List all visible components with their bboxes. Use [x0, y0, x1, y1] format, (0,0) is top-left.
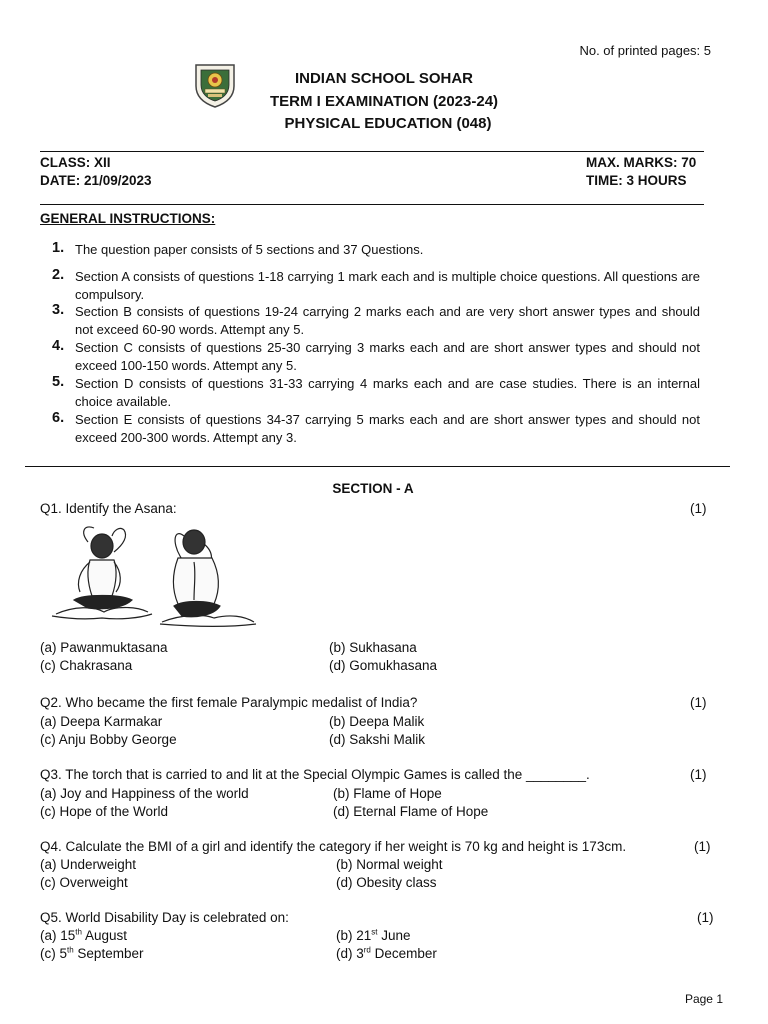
- section-a-heading: SECTION - A: [332, 481, 414, 496]
- instruction-item: [40, 303, 700, 339]
- question-2-option-a: (a) Deepa Karmakar: [40, 714, 163, 729]
- question-5-marks: (1): [697, 910, 714, 925]
- question-3-option-a: (a) Joy and Happiness of the world: [40, 786, 249, 801]
- instruction-item: [40, 411, 700, 447]
- question-4-marks: (1): [694, 839, 711, 854]
- instruction-text: Section B consists of questions 19-24 carrying 2 marks each and are very short answer types and should not exceed 60-90 words. Attempt any 5.: [75, 304, 700, 337]
- question-3-text: Q3. The torch that is carried to and lit at the Special Olympic Games is called the ________.: [40, 767, 590, 782]
- time-label: TIME: 3 HOURS: [586, 173, 687, 188]
- max-marks-label: MAX. MARKS: 70: [586, 155, 697, 170]
- instruction-text: Section C consists of questions 25-30 carrying 3 marks each and are short answer types and should not exceed 100-150 words. Attempt any 5.: [75, 340, 700, 373]
- question-2-option-c: (c) Anju Bobby George: [40, 732, 177, 747]
- instruction-number: 6.: [52, 410, 65, 426]
- question-1-option-d: (d) Gomukhasana: [329, 658, 438, 673]
- header-divider: [40, 151, 704, 152]
- question-5-option-a: (a) 15th August: [40, 927, 127, 943]
- date-label: DATE: 21/09/2023: [40, 173, 152, 188]
- question-2-option-d: (d) Sakshi Malik: [329, 732, 426, 747]
- question-4-option-a: (a) Underweight: [40, 857, 137, 872]
- instruction-number: 3.: [52, 302, 65, 318]
- question-4-option-d: (d) Obesity class: [336, 875, 437, 890]
- question-3-option-b: (b) Flame of Hope: [333, 786, 442, 801]
- question-1-option-b: (b) Sukhasana: [329, 640, 417, 655]
- question-5-text: Q5. World Disability Day is celebrated on:: [40, 910, 289, 925]
- exam-title: TERM I EXAMINATION (2023-24): [269, 93, 499, 110]
- question-5-option-d: (d) 3rd December: [336, 945, 437, 961]
- instruction-text: The question paper consists of 5 sections and 37 Questions.: [75, 242, 424, 257]
- question-1-marks: (1): [690, 501, 707, 516]
- class-label: CLASS: XII: [40, 155, 111, 170]
- instructions-divider: [25, 466, 730, 467]
- asana-illustration: [44, 522, 260, 634]
- question-1-option-a: (a) Pawanmuktasana: [40, 640, 168, 655]
- page-number: Page 1: [684, 992, 723, 1006]
- question-2-option-b: (b) Deepa Malik: [329, 714, 425, 729]
- meta-divider: [40, 204, 704, 205]
- instruction-number: 1.: [52, 240, 65, 256]
- question-1-text: Q1. Identify the Asana:: [40, 501, 177, 516]
- instructions-heading: GENERAL INSTRUCTIONS:: [40, 211, 216, 226]
- question-3-option-d: (d) Eternal Flame of Hope: [333, 804, 489, 819]
- instruction-text: Section D consists of questions 31-33 carrying 4 marks each and are case studies. There is an internal choice available.: [75, 376, 700, 409]
- question-2-marks: (1): [690, 695, 707, 710]
- question-2-text: Q2. Who became the first female Paralympic medalist of India?: [40, 695, 418, 710]
- question-3-option-c: (c) Hope of the World: [40, 804, 169, 819]
- instruction-item: [40, 375, 700, 411]
- question-1-option-c: (c) Chakrasana: [40, 658, 133, 673]
- question-5-option-b: (b) 21st June: [336, 927, 411, 943]
- question-4-text: Q4. Calculate the BMI of a girl and identify the category if her weight is 70 kg and height is 173cm.: [40, 839, 627, 854]
- instruction-number: 2.: [52, 267, 65, 283]
- subject-title: PHYSICAL EDUCATION (048): [284, 115, 492, 132]
- instruction-text: Section A consists of questions 1-18 carrying 1 mark each and is multiple choice questions. All questions are compulsory.: [75, 269, 700, 302]
- question-3-marks: (1): [690, 767, 707, 782]
- question-4-option-c: (c) Overweight: [40, 875, 128, 890]
- question-5-option-c: (c) 5th September: [40, 945, 144, 961]
- instruction-item: [40, 268, 700, 304]
- instruction-text: Section E consists of questions 34-37 carrying 5 marks each and are short answer types and should not exceed 200-300 words. Attempt any 3.: [75, 412, 700, 445]
- school-name: INDIAN SCHOOL SOHAR: [294, 70, 474, 87]
- instruction-item: [40, 339, 700, 375]
- question-4-option-b: (b) Normal weight: [336, 857, 443, 872]
- instruction-item: [40, 241, 700, 259]
- instruction-number: 5.: [52, 374, 65, 390]
- printed-pages-note: No. of printed pages: 5: [579, 43, 711, 58]
- instruction-number: 4.: [52, 338, 65, 354]
